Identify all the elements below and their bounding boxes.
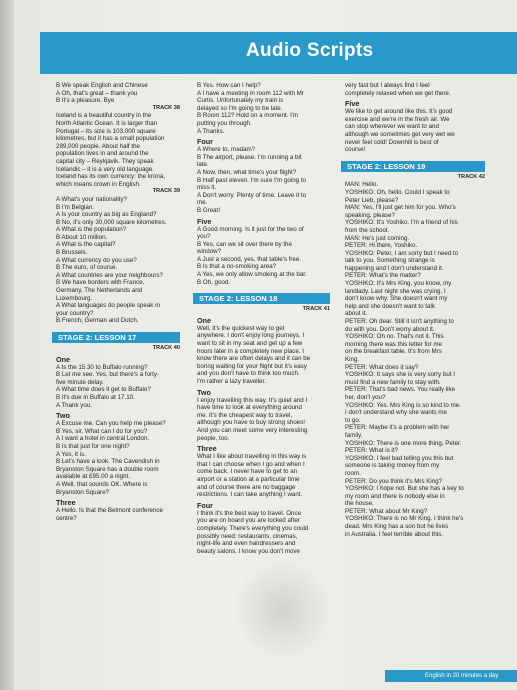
lesson-heading: STAGE 2: LESSON 19 bbox=[341, 161, 485, 172]
script-line: PETER: Maybe it's a problem with her bbox=[345, 424, 450, 432]
script-line: King. bbox=[345, 356, 360, 363]
script-line: Germany, The Netherlands and bbox=[56, 287, 143, 295]
script-line: A What is the capital? bbox=[56, 241, 116, 249]
script-line: want to sit in my seat and get up a few bbox=[197, 340, 303, 348]
script-line: and you don't have to think too much. bbox=[197, 370, 300, 378]
script-line: population lives in and around the bbox=[56, 150, 149, 158]
script-line: North Atlantic Ocean. It is larger than bbox=[56, 119, 158, 127]
script-line: putting you through. bbox=[197, 119, 252, 127]
script-line: capital city – Reykjavik. They speak bbox=[56, 157, 154, 165]
script-line: B We speak English and Chinese bbox=[56, 82, 148, 89]
script-line: have time to look at everything around bbox=[197, 404, 302, 412]
script-line: YOSHIKO: Peter, I am sorry but I need to bbox=[345, 249, 459, 257]
track-number: TRACK 38 bbox=[152, 104, 180, 111]
script-line: anywhere. I don't enjoy long journeys. I bbox=[197, 332, 305, 340]
script-line: A Hello. Is that the Belmont conference bbox=[56, 507, 163, 515]
spacer bbox=[345, 154, 485, 158]
script-line: although we sometimes get very wet we bbox=[345, 130, 455, 138]
script-line: Bryanston Square has a double room bbox=[56, 465, 159, 473]
script-line: YOSHIKO: It's Mrs King, you know, my bbox=[345, 280, 452, 288]
book-gutter bbox=[0, 0, 14, 690]
script-line: don't know why. She doesn't want my bbox=[345, 295, 448, 303]
script-line: completely relaxed when we get there. bbox=[345, 89, 451, 97]
script-line: Iceland is a beautiful country in the bbox=[56, 112, 152, 120]
script-line: B It's a pleasure. Bye bbox=[56, 97, 115, 105]
script-line: from the school. bbox=[345, 226, 390, 234]
script-line: Well, it's the quickest way to get bbox=[197, 324, 285, 332]
script-line: What I like about travelling in this way is bbox=[197, 453, 307, 461]
script-line: A Don't worry. Plenty of time. Leave it to bbox=[197, 191, 307, 199]
script-line: B The euro, of course. bbox=[56, 264, 118, 272]
script-line: A Excuse me. Can you help me please? bbox=[56, 420, 166, 428]
track-number: TRACK 42 bbox=[457, 173, 485, 180]
script-line: PETER: Oh dear. Still it isn't anything to bbox=[345, 318, 454, 326]
script-line: B Let's have a look. The Cavendish in bbox=[56, 458, 160, 466]
script-line: although you have to buy strong shoes! bbox=[197, 419, 306, 427]
script-line: your country? bbox=[56, 309, 94, 317]
script-line: I enjoy travelling this way. It's quiet and I bbox=[197, 396, 308, 404]
script-line: B About 10 million. bbox=[56, 233, 108, 241]
script-line: morning there was this letter for me bbox=[345, 340, 442, 348]
footer-text: English in 20 minutes a day bbox=[425, 673, 499, 679]
script-line: A I have a meeting in room 112 with Mr bbox=[197, 89, 304, 97]
script-line: know there are often delays and it can be bbox=[197, 355, 311, 363]
script-line: A What time does it get to Buffalo? bbox=[56, 386, 151, 394]
script-line: which means crown in English. bbox=[56, 180, 141, 188]
script-line: PETER: Do you think it's Mrs King? bbox=[345, 477, 443, 485]
script-line: A Well, that sounds OK. Where is bbox=[56, 480, 148, 488]
track-number: TRACK 41 bbox=[302, 306, 330, 313]
script-line: A Is your country as big as England? bbox=[56, 211, 157, 219]
script-line: that I can choose when I go and when I bbox=[197, 460, 305, 468]
script-line: centre? bbox=[56, 514, 77, 522]
script-line: A Now, then, what time's your flight? bbox=[197, 168, 297, 176]
script-line: B Room 112? Hold on a moment. I'm bbox=[197, 112, 299, 120]
script-line: MAN: Hello. bbox=[345, 181, 379, 189]
script-line: We like to get around like this. It's good bbox=[345, 108, 453, 116]
script-line: never feel cold! Downhill is best of bbox=[345, 138, 439, 146]
script-line: PETER: What is it? bbox=[345, 447, 398, 455]
script-line: talk to you. Something strange is bbox=[345, 257, 435, 265]
script-line: kilometres, but it has a small population bbox=[56, 135, 165, 143]
footer-bar bbox=[385, 670, 517, 682]
script-line: in Australia. I feel terrible about this. bbox=[345, 530, 444, 538]
script-line: A Is the 15.30 to Buffalo running? bbox=[56, 363, 148, 371]
script-line: airport or a station at a particular time bbox=[197, 475, 300, 483]
script-line: A What countries are your neighbours? bbox=[56, 271, 163, 279]
script-line: restrictions. I can take anything I want. bbox=[197, 491, 303, 499]
column-1 bbox=[56, 82, 180, 522]
script-line: B Yes. How can I help? bbox=[197, 82, 261, 89]
script-line: B French, German and Dutch. bbox=[56, 317, 139, 325]
script-line: about it. bbox=[345, 310, 368, 318]
script-line: I think it's the best way to travel. Once bbox=[197, 509, 302, 517]
script-line: room. bbox=[345, 469, 361, 477]
script-line: B Is that a no-smoking area? bbox=[197, 263, 277, 271]
script-line: my room and there is nobody else in bbox=[345, 492, 445, 500]
script-line: exercise and we're in the fresh air. We bbox=[345, 115, 450, 123]
script-line: YOSHIKO: Yes. Mrs King is so kind to me. bbox=[345, 401, 461, 409]
script-line: PETER: That's bad news. You really like bbox=[345, 386, 456, 394]
section-heading: Three bbox=[56, 498, 76, 508]
script-line: delayed so I'm going to be late. bbox=[197, 104, 283, 112]
page-shadow bbox=[232, 560, 332, 660]
script-line: must find a new family to stay with. bbox=[345, 378, 441, 386]
script-line: me. It's the cheapest way to travel, bbox=[197, 411, 293, 419]
script-line: Portugal – its size is 103,000 square bbox=[56, 127, 156, 135]
script-line: A Where to, madam? bbox=[197, 146, 256, 154]
script-line: boring waiting for your flight but it's easy bbox=[197, 362, 307, 370]
script-line: hours later in a completely new place. I bbox=[197, 347, 304, 355]
script-line: YOSHIKO: Oh no. That's not it. This bbox=[345, 333, 444, 341]
script-line: MAN: Yes, I'll just get him for you. Who's bbox=[345, 204, 456, 212]
section-heading: One bbox=[56, 354, 70, 364]
script-line: beauty salons. I know you don't move bbox=[197, 547, 300, 555]
script-line: A What currency do you use? bbox=[56, 256, 137, 264]
script-line: A What is the population? bbox=[56, 226, 127, 234]
script-line: you are on board you are locked after bbox=[197, 517, 300, 525]
script-line: window? bbox=[197, 248, 222, 256]
script-line: B Is that just for one night? bbox=[56, 442, 130, 450]
script-line: very fast but I always find I feel bbox=[345, 82, 430, 89]
script-line: YOSHIKO: I feel bad telling you this but bbox=[345, 454, 454, 462]
script-line: A Thanks. bbox=[197, 127, 225, 135]
script-line: A I want a hotel in central London. bbox=[56, 435, 150, 443]
script-line: can stop wherever we want to and bbox=[345, 123, 439, 131]
script-line: B Great! bbox=[197, 206, 221, 214]
section-heading: Five bbox=[197, 216, 212, 226]
script-line: PETER: Hi there, Yoshiko. bbox=[345, 242, 418, 250]
script-line: possibly need: restaurants, cinemas, bbox=[197, 532, 298, 540]
script-line: Bryanston Square? bbox=[56, 488, 109, 496]
track-number: TRACK 40 bbox=[152, 345, 180, 351]
section-heading: Three bbox=[197, 444, 217, 454]
column-2 bbox=[197, 82, 330, 555]
script-line: A Oh, that's great – thank you bbox=[56, 89, 138, 97]
script-line: course! bbox=[345, 146, 366, 154]
script-line: I don't understand why she wants me bbox=[345, 409, 447, 417]
script-line: Curtis. Unfortunately my train is bbox=[197, 97, 284, 105]
script-line: B I'm Belgian. bbox=[56, 203, 94, 211]
script-line: available at £95.00 a night. bbox=[56, 473, 130, 481]
script-line: YOSHIKO: Oh, hello. Could I speak to bbox=[345, 188, 450, 196]
script-line: Icelandic – it is a very old language. bbox=[56, 165, 155, 173]
spacer bbox=[197, 286, 330, 290]
script-line: A Yes, it is. bbox=[56, 450, 86, 458]
script-line: PETER: What does it say? bbox=[345, 363, 419, 371]
script-line: family. bbox=[345, 431, 363, 439]
script-line: speaking, please? bbox=[345, 211, 395, 219]
script-line: And you can meet some very interesting bbox=[197, 426, 308, 434]
script-line: miss it. bbox=[197, 184, 217, 192]
script-line: five minute delay. bbox=[56, 378, 104, 386]
script-line: her, don't you? bbox=[345, 393, 386, 401]
script-line: MAN: He's just coming. bbox=[345, 234, 410, 242]
section-heading: Four bbox=[197, 137, 213, 147]
script-line: the house. bbox=[345, 500, 374, 508]
script-line: A Just a second, yes, that table's free. bbox=[197, 255, 302, 263]
section-heading: Two bbox=[197, 387, 211, 397]
script-line: PETER: What's the matter? bbox=[345, 272, 421, 280]
script-line: night-life and even hairdressers and bbox=[197, 540, 296, 548]
script-line: I'm rather a lazy traveller. bbox=[197, 378, 266, 385]
script-line: B Brussels. bbox=[56, 249, 88, 257]
script-line: YOSHIKO: It says she is very sorry but I bbox=[345, 371, 456, 379]
script-line: PETER: What about Mr King? bbox=[345, 507, 428, 515]
column-3 bbox=[345, 82, 485, 538]
lesson-heading: STAGE 2: LESSON 17 bbox=[52, 332, 180, 343]
script-line: do with you. Don't worry about it. bbox=[345, 325, 435, 333]
script-line: and of course there are no baggage bbox=[197, 483, 296, 491]
lesson-heading: STAGE 2: LESSON 18 bbox=[193, 293, 330, 304]
script-line: A What languages do people speak in bbox=[56, 302, 160, 310]
script-line: YOSHIKO: There is one more thing, Peter. bbox=[345, 439, 462, 447]
script-line: happening and I don't understand it. bbox=[345, 264, 444, 272]
script-line: Luxembourg. bbox=[56, 294, 93, 302]
script-line: me. bbox=[197, 199, 208, 207]
script-line: B Let me see. Yes, but there's a forty- bbox=[56, 371, 159, 379]
script-line: B Half past eleven. I'm sure I'm going to bbox=[197, 176, 306, 184]
script-line: YOSHIKO: It's Yoshiko. I'm a friend of his bbox=[345, 219, 458, 227]
section-heading: Five bbox=[345, 99, 360, 109]
script-line: to go. bbox=[345, 416, 361, 424]
track-number: TRACK 39 bbox=[152, 188, 180, 195]
script-line: late. bbox=[197, 161, 209, 169]
script-line: Peter Lieb, please? bbox=[345, 196, 399, 204]
script-line: Iceland has its own currency: the krona, bbox=[56, 173, 166, 181]
script-line: B We have borders with France, bbox=[56, 279, 145, 287]
script-line: B The airport, please. I'm running a bit bbox=[197, 153, 302, 161]
script-line: A Thank you. bbox=[56, 401, 93, 409]
script-line: B Oh, good. bbox=[197, 278, 231, 286]
script-line: help and she doesn't want to talk bbox=[345, 302, 435, 310]
script-line: 289,000 people. About half the bbox=[56, 142, 140, 150]
script-line: A Yes, we only allow smoking at the bar. bbox=[197, 271, 307, 279]
section-heading: Two bbox=[56, 411, 70, 421]
spacer bbox=[56, 325, 180, 329]
script-line: completely. There's everything you could bbox=[197, 524, 309, 532]
script-line: someone is taking money from my bbox=[345, 462, 440, 470]
script-line: B It's due in Buffalo at 17.10. bbox=[56, 393, 135, 401]
script-line: you? bbox=[197, 233, 211, 241]
script-line: B Yes, sir. What can I do for you? bbox=[56, 427, 148, 435]
script-line: dead. Mrs King has a son but he lives bbox=[345, 523, 449, 531]
script-line: A What's your nationality? bbox=[56, 195, 127, 203]
section-heading: Four bbox=[197, 500, 213, 510]
script-line: landlady. Last night she was crying. I bbox=[345, 287, 446, 295]
section-heading: One bbox=[197, 315, 211, 325]
script-line: A Good morning. Is it just for the two of bbox=[197, 225, 304, 233]
script-line: B Yes, can we sit over there by the bbox=[197, 240, 292, 248]
script-line: people, too. bbox=[197, 434, 230, 442]
script-line: YOSHIKO: I hope not. But she has a key to bbox=[345, 485, 464, 493]
page-title: Audio Scripts bbox=[246, 40, 374, 61]
script-line: YOSHIKO: There is no Mr King. I think he's bbox=[345, 515, 464, 523]
script-line: B No, it's only 30,000 square kilometres. bbox=[56, 218, 167, 226]
script-line: come back. I never have to get to an bbox=[197, 468, 298, 476]
script-line: on the breakfast table. It's from Mrs bbox=[345, 348, 442, 356]
